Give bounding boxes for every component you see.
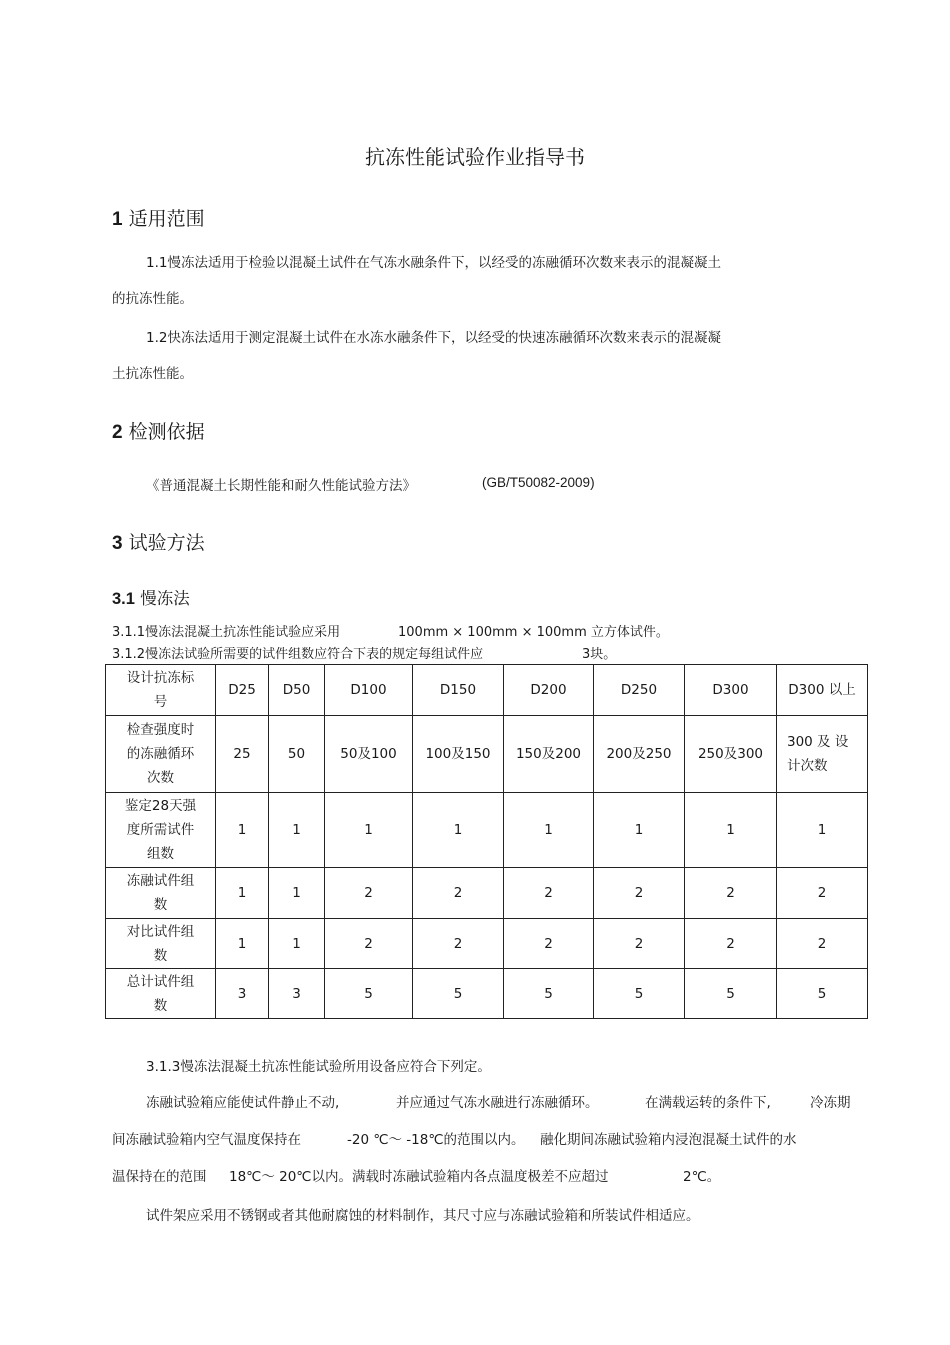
table-cell: 2	[504, 919, 594, 969]
cell-line: 计次数	[787, 758, 828, 774]
table-cell: 2	[685, 868, 777, 919]
line-3-1-3: 3.1.3慢冻法混凝土抗冻性能试验所用设备应符合下列定。	[146, 1059, 491, 1075]
section-3-heading	[112, 528, 205, 555]
table-cell: 2	[777, 868, 868, 919]
table-cell: 50	[269, 716, 325, 793]
header-cell: D200	[504, 665, 594, 716]
row-label-line: 次数	[147, 770, 174, 786]
row-label-line: 鉴定28天强	[124, 798, 197, 814]
line-3-1-1-part-a: 3.1.1慢冻法混凝土抗冻性能试验应采用	[112, 625, 341, 640]
table-cell: 1	[269, 919, 325, 969]
header-cell: D150	[413, 665, 504, 716]
section-1-number: 1	[112, 209, 123, 230]
row-label-line: 总计试件组	[126, 973, 195, 990]
table-cell-over-d300	[777, 716, 868, 793]
table-row-header	[106, 665, 868, 716]
section-3-number: 3	[112, 533, 123, 554]
table-cell: 2	[777, 919, 868, 969]
table-cell: 2	[325, 868, 413, 919]
equip-para-c-1: 温保持在的范围	[112, 1169, 207, 1185]
table-cell: 1	[216, 793, 269, 868]
table-cell: 3	[216, 969, 269, 1019]
table-cell: 5	[777, 969, 868, 1019]
header-cell: D250	[594, 665, 685, 716]
section-1-title: 适用范围	[128, 208, 205, 230]
table-cell: 100及150	[413, 716, 504, 793]
para-1-1-line-1: 1.1慢冻法适用于检验以混凝土试件在气冻水融条件下，以经受的冻融循环次数来表示的混凝凝土	[146, 255, 721, 271]
table-cell: 5	[594, 969, 685, 1019]
row-label-28d	[106, 793, 216, 868]
page-title: 抗冻性能试验作业指导书	[365, 145, 585, 169]
subsection-3-1-title: 慢冻法	[140, 589, 190, 608]
table-cell: 2	[413, 919, 504, 969]
section-2-heading	[112, 417, 205, 444]
line-3-1-2-part-b: 3块。	[582, 647, 617, 662]
row-label-line: 数	[153, 997, 168, 1014]
row-label-design-grade	[106, 665, 216, 716]
row-label-total	[106, 969, 216, 1019]
row-label-line: 度所需试件	[126, 822, 195, 838]
line-3-1-2-part-a: 3.1.2慢冻法试验所需要的试件组数应符合下表的规定每组试件应	[112, 647, 484, 662]
header-cell: D100	[325, 665, 413, 716]
table-cell: 1	[504, 793, 594, 868]
table-cell: 250及300	[685, 716, 777, 793]
section-1-heading	[112, 204, 205, 231]
reference-code: (GB/T50082-2009)	[482, 475, 595, 490]
row-label-line: 的冻融循环	[126, 746, 195, 762]
header-cell: D300 以上	[777, 665, 868, 716]
subsection-3-1-number: 3.1	[112, 590, 135, 608]
equip-para-a-1: 冻融试验箱应能使试件静止不动,	[146, 1095, 340, 1111]
row-label-line: 数	[153, 897, 168, 913]
equip-para-b-2: -20 ℃～ -18℃的范围以内。	[347, 1132, 525, 1148]
table-cell: 5	[413, 969, 504, 1019]
equip-para-b-3: 融化期间冻融试验箱内浸泡混凝土试件的水	[540, 1132, 797, 1148]
subsection-3-1-heading	[112, 585, 190, 609]
section-2-title: 检测依据	[128, 421, 205, 443]
row-label-line: 组数	[147, 846, 174, 862]
cell-line: 300 及 设	[787, 734, 849, 750]
table-cell: 1	[269, 868, 325, 919]
section-2-number: 2	[112, 422, 123, 443]
table-cell: 2	[325, 919, 413, 969]
table-cell: 5	[504, 969, 594, 1019]
row-label-line: 号	[153, 694, 168, 710]
specimen-groups-table	[105, 664, 868, 1019]
row-label-line: 冻融试件组	[126, 873, 195, 889]
table-row-freeze	[106, 868, 868, 919]
table-cell: 1	[594, 793, 685, 868]
header-cell: D50	[269, 665, 325, 716]
table-cell: 2	[594, 868, 685, 919]
table-cell: 1	[413, 793, 504, 868]
header-cell: D300	[685, 665, 777, 716]
equip-para-d: 试件架应采用不锈钢或者其他耐腐蚀的材料制作，其尺寸应与冻融试验箱和所装试件相适应。	[146, 1208, 700, 1224]
table-cell: 50及100	[325, 716, 413, 793]
equip-para-c-2: 18℃～ 20℃以内。满载时冻融试验箱内各点温度极差不应超过	[229, 1169, 609, 1185]
table-cell: 25	[216, 716, 269, 793]
equip-para-a-2: 并应通过气冻水融进行冻融循环。	[396, 1095, 599, 1111]
equip-para-a-4: 冷冻期	[810, 1095, 851, 1111]
row-label-line: 设计抗冻标	[126, 670, 195, 686]
table-row-total	[106, 969, 868, 1019]
table-cell: 200及250	[594, 716, 685, 793]
table-cell: 150及200	[504, 716, 594, 793]
table-cell: 3	[269, 969, 325, 1019]
para-1-2-line-2: 土抗冻性能。	[112, 366, 193, 382]
table-cell: 5	[685, 969, 777, 1019]
table-cell: 5	[325, 969, 413, 1019]
row-label-line: 对比试件组	[126, 923, 195, 940]
table-row-cycles	[106, 716, 868, 793]
header-cell: D25	[216, 665, 269, 716]
equip-para-c-3: 2℃。	[683, 1169, 721, 1185]
row-label-cycles	[106, 716, 216, 793]
line-3-1-1-part-b: 100mm × 100mm × 100mm 立方体试件。	[398, 625, 669, 640]
equip-para-b-1: 间冻融试验箱内空气温度保持在	[112, 1132, 301, 1148]
table-cell: 1	[685, 793, 777, 868]
table-cell: 2	[413, 868, 504, 919]
table-cell: 2	[594, 919, 685, 969]
table-cell: 1	[269, 793, 325, 868]
table-cell: 1	[216, 919, 269, 969]
row-label-line: 检查强度时	[126, 722, 195, 738]
table-cell: 2	[504, 868, 594, 919]
table-row-28d	[106, 793, 868, 868]
table-cell: 2	[685, 919, 777, 969]
row-label-compare	[106, 919, 216, 969]
equip-para-a-3: 在满载运转的条件下,	[645, 1095, 771, 1111]
reference-name: 《普通混凝土长期性能和耐久性能试验方法》	[146, 478, 416, 494]
row-label-line: 数	[153, 947, 168, 964]
table-cell: 1	[325, 793, 413, 868]
para-1-2-line-1: 1.2快冻法适用于测定混凝土试件在水冻水融条件下，以经受的快速冻融循环次数来表示的混凝凝	[146, 330, 721, 346]
section-3-title: 试验方法	[128, 532, 205, 554]
table-row-compare	[106, 919, 868, 969]
table-cell: 1	[777, 793, 868, 868]
row-label-freeze	[106, 868, 216, 919]
para-1-1-line-2: 的抗冻性能。	[112, 291, 193, 307]
table-cell: 1	[216, 868, 269, 919]
